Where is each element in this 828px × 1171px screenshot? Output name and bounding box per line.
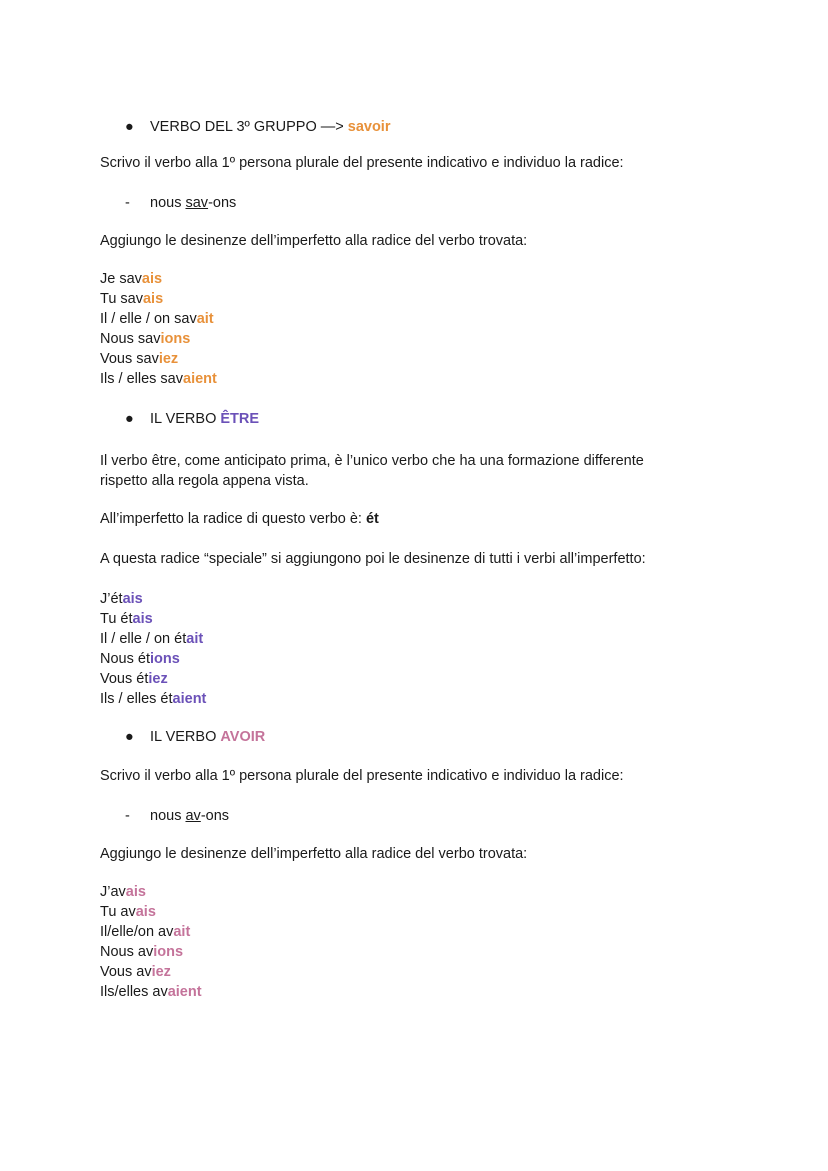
conj-row	[100, 629, 203, 649]
conj-ending: ait	[173, 924, 191, 940]
root-prefix: nous	[150, 195, 186, 211]
etre-para1-line1: Il verbo être, come anticipato prima, è l’unico verbo che ha una formazione differente	[100, 453, 644, 469]
conj-row	[100, 669, 168, 689]
conj-row	[100, 369, 217, 389]
etre-para2	[100, 509, 379, 529]
conj-ending: ais	[125, 884, 146, 900]
root-savoir	[150, 193, 236, 213]
dash-icon: -	[125, 808, 130, 824]
heading-verb: AVOIR	[220, 729, 266, 745]
bullet-dot-icon: ●	[125, 411, 134, 427]
conj-stem: Il/elle/on av	[100, 924, 174, 940]
conj-stem: Tu av	[100, 904, 136, 920]
conj-stem: Nous sav	[100, 331, 161, 347]
conj-stem: Tu sav	[100, 291, 143, 307]
conj-row	[100, 902, 156, 922]
conj-ending: iez	[151, 964, 171, 980]
heading-prefix: IL VERBO	[150, 411, 221, 427]
heading-savoir	[150, 117, 390, 137]
conj-ending: aient	[183, 371, 217, 387]
conj-stem: Je sav	[100, 271, 142, 287]
instruction-avoir: Scrivo il verbo alla 1º persona plurale del presente indicativo e individuo la radice:	[100, 768, 624, 784]
conj-stem: J’ét	[100, 591, 123, 607]
instruction-savoir: Scrivo il verbo alla 1º persona plurale del presente indicativo e individuo la radice:	[100, 155, 624, 171]
root-suffix: -ons	[208, 195, 237, 211]
add-endings-avoir: Aggiungo le desinenze dell’imperfetto alla radice del verbo trovata:	[100, 846, 528, 862]
conj-row	[100, 269, 162, 289]
conj-ending: ais	[122, 591, 143, 607]
conj-stem: Ils / elles sav	[100, 371, 183, 387]
conj-row	[100, 962, 171, 982]
conj-ending: ait	[196, 311, 214, 327]
root-underlined: av	[185, 808, 201, 824]
conj-ending: ais	[142, 291, 164, 307]
root-avoir	[150, 806, 229, 826]
conj-ending: ais	[135, 904, 156, 920]
add-endings-savoir: Aggiungo le desinenze dell’imperfetto alla radice del verbo trovata:	[100, 233, 528, 249]
conj-ending: aient	[172, 691, 207, 707]
dash-icon: -	[125, 195, 130, 211]
conj-row	[100, 309, 214, 329]
conj-row	[100, 942, 183, 962]
conj-row	[100, 289, 163, 309]
conj-stem: Ils / elles ét	[100, 691, 173, 707]
conj-stem: Il / elle / on ét	[100, 631, 187, 647]
conj-stem: Nous av	[100, 944, 154, 960]
heading-prefix: VERBO DEL 3º GRUPPO —>	[150, 119, 348, 135]
bullet-dot-icon: ●	[125, 119, 134, 135]
conj-row	[100, 349, 178, 369]
conj-row	[100, 589, 143, 609]
conj-ending: iez	[158, 351, 179, 367]
conj-row	[100, 649, 180, 669]
conj-stem: Ils/elles av	[100, 984, 168, 1000]
heading-avoir	[150, 727, 265, 747]
conj-ending: ais	[141, 271, 163, 287]
conj-row	[100, 609, 153, 629]
root-underlined: sav	[185, 195, 209, 211]
bullet-dot-icon: ●	[125, 729, 134, 745]
conj-ending: ions	[153, 944, 184, 960]
conj-row	[100, 329, 190, 349]
root-prefix: nous	[150, 808, 186, 824]
conj-ending: aient	[167, 984, 202, 1000]
root-suffix: -ons	[200, 808, 230, 824]
para2-prefix: All’imperfetto la radice di questo verbo è:	[100, 511, 366, 527]
heading-etre	[150, 409, 259, 429]
conj-stem: Il / elle / on sav	[100, 311, 197, 327]
conj-ending: ions	[149, 651, 180, 667]
conj-ending: ait	[186, 631, 204, 647]
conj-stem: Tu ét	[100, 611, 133, 627]
conj-stem: Vous av	[100, 964, 152, 980]
conj-row	[100, 882, 146, 902]
conj-row	[100, 982, 202, 1002]
conj-row	[100, 689, 206, 709]
etre-para3: A questa radice “speciale” si aggiungono poi le desinenze di tutti i verbi all’imperfetto:	[100, 551, 646, 567]
heading-verb: ÊTRE	[220, 411, 260, 427]
conj-stem: Vous ét	[100, 671, 149, 687]
conj-ending: ais	[132, 611, 153, 627]
conj-stem: Nous ét	[100, 651, 150, 667]
conj-stem: J’av	[100, 884, 126, 900]
conj-stem: Vous sav	[100, 351, 159, 367]
para2-root: ét	[365, 511, 379, 527]
heading-prefix: IL VERBO	[150, 729, 221, 745]
conj-ending: ions	[160, 331, 191, 347]
heading-verb: savoir	[347, 119, 391, 135]
conj-ending: iez	[148, 671, 168, 687]
etre-para1-line2: rispetto alla regola appena vista.	[100, 473, 309, 489]
conj-row	[100, 922, 190, 942]
